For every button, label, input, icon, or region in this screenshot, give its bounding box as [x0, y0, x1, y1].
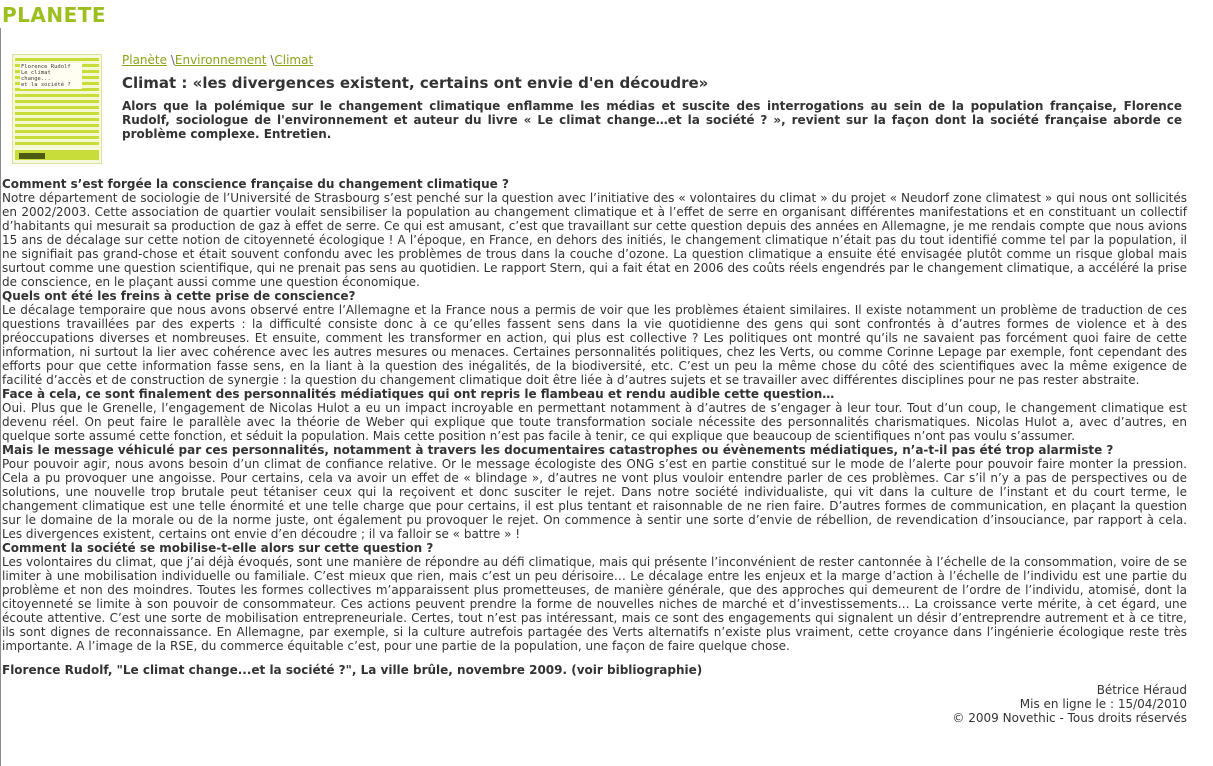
- question: Comment s’est forgée la conscience française du changement climatique ?: [2, 177, 509, 191]
- author-name: Bétrice Héraud: [1096, 683, 1187, 697]
- answer: Les volontaires du climat, que j’ai déjà évoqués, sont une manière de répondre au défi climatique, mais qui présente l’inconvénient de rester cantonnée à l’échelle de la consommation, voire de se limiter à une mobilisation individuelle ou familiale. C’est mieux que rien, mais c’est un peu dérisoire… Le décalage entre les enjeux et la marge d’action à l’échelle de l’individu est une partie du problème et non des moindres. Toutes les formes collectives m’apparaissent plus prometteuses, de manière générale, que des approches qui demeurent de l’ordre de l’individu, atomisé, dont la citoyenneté se limite à son pouvoir de consommateur. Ces actions peuvent prendre la forme de nouvelles niches de marché et d’investissements… La croissance verte mérite, à cet égard, une écoute attentive. C’est une sorte de mobilisation entrepreneuriale. Certes, tout n’est pas intéressant, mais ce sont des engagements qui signalent un désir d’entreprendre autrement et à ce titre, ils sont dignes de reconnaissance. En Allemagne, par exemple, si la culture autrefois partagée des Verts alternatifs n’existe plus vraiment, cette croyance dans l’ingénierie écologique reste très importante. A l’image de la RSE, du commerce équitable c’est, pour une partie de la population, une façon de faire quelque chose.: [2, 555, 1187, 653]
- breadcrumb-climat-link[interactable]: Climat: [274, 53, 314, 67]
- qa-block: [2, 177, 1187, 289]
- article-lead: Alors que la polémique sur le changement climatique enflamme les médias et suscite des interrogations au sein de la population française, Florence Rudolf, sociologue de l'environnement et auteur du livre « Le climat change…et la société ? », revient sur la façon dont la société française aborde ce problème complexe. Entretien.: [122, 99, 1182, 141]
- answer: Le décalage temporaire que nous avons observé entre l’Allemagne et la France nous a permis de voir que les problèmes étaient similaires. Il existe notamment un problème de traduction de ces questions travaillées par des experts : la difficulté consiste donc à ce qu’elles fassent sens dans la vie quotidienne des gens qui sont confrontés à d’autres formes de violence et à des préoccupations diverses et nombreuses. Et ensuite, comment les transformer en action, qui plus est collective ? Les politiques ont montré qu’ils ne savaient pas forcément quoi faire de cette information, ni surtout la lier avec cohérence avec les autres mesures ou menaces. Certaines personnalités politiques, chez les Verts, ou comme Corinne Lepage par exemple, font cependant des efforts pour que cette information fasse sens, en la liant à la question des inégalités, de la biodiversité, etc. C’est un peu la même chose du côté des scientifiques avec la même exigence de facilité d’accès et de construction de synergie : la question du changement climatique doit être liée à d’autres sujets et se travailler avec différentes disciplines pour ne pas rester abstraite.: [2, 303, 1187, 387]
- question: Comment la société se mobilise-t-elle alors sur cette question ?: [2, 541, 434, 555]
- article-body: [2, 177, 1187, 725]
- answer: Pour pouvoir agir, nous avons besoin d’un climat de confiance relative. Or le message écologiste des ONG s’est en partie constitué sur le mode de l’alerte pour pouvoir faire monter la pression. Cela a pu provoquer une angoisse. Pour certains, cela va avoir un effet de « blindage », d’autres ne vont plus vouloir entendre parler de ces problèmes. Car s’il n’y a pas de perspectives ou de solutions, une nouvelle trop brutale peut tétaniser ceux qui la reçoivent et donc susciter le rejet. Dans notre société individualiste, qui vit dans la culture de l’instant et du court terme, le changement climatique est une telle énormité et une telle charge que pour certains, il est plus tentant et raisonnable de ne rien faire. D’autres formes de communication, en plaçant la question sur le domaine de la morale ou de la norme juste, ont également pu provoquer le rejet. On commence à sentir une sorte d’envie de rébellion, de revendication d’insouciance, par rapport à cela. Les divergences existent, certains ont envie d’en découdre ; il va falloir se « battre » !: [2, 457, 1187, 541]
- answer: Oui. Plus que le Grenelle, l’engagement de Nicolas Hulot a eu un impact incroyable en permettant notamment à d’autres de s’engager à leur tour. Tout d’un coup, le changement climatique est devenu réel. On peut faire le parallèle avec la théorie de Weber qui explique que toute transformation sociale nécessite des personnalités charismatiques. Nicolas Hulot a, avec d’autres, en quelque sorte assumé cette fonction, et séduit la population. Mais cette position n’est pas facile à tenir, ce qui explique que beaucoup de scientifiques n’ont pas voulu s’assumer.: [2, 401, 1187, 443]
- header-text: [122, 52, 1182, 141]
- question: Mais le message véhiculé par ces personnalités, notamment à travers les documentaires catastrophes ou évènements médiatiques, n’a-t-il pas été trop alarmiste ?: [2, 443, 1114, 457]
- book-cover-image: [12, 54, 102, 164]
- answer: Notre département de sociologie de l’Université de Strasbourg s’est penché sur la question avec l’initiative des « volontaires du climat » du projet « Neudorf zone climatest » qui nous ont sollicités en 2002/2003. Cette association de quartier voulait sensibiliser la population au changement climatique et à l’effet de serre en organisant différentes manifestations et en constituant un collectif d’habitants qui mesurait sa production de gaz à effet de serre. Ce qui est amusant, c’est que travaillant sur cette question depuis des années en Allemagne, je me rendais compte que nous avions 15 ans de décalage sur cette notion de citoyenneté écologique ! A l’époque, en France, en dehors des initiés, le changement climatique n’était pas du tout identifié comme tel par la population, il ne signifiait pas grand-chose et était souvent confondu avec les problèmes de trous dans la couche d’ozone. La question climatique a ensuite été envisagée plutôt comme un risque global mais surtout comme une question scientifique, qui ne prenait pas sens au quotidien. Le rapport Stern, qui a fait état en 2006 des coûts réels engendrés par le changement climatique, a accéléré la prise de conscience, en le plaçant aussi comme une question économique.: [2, 191, 1187, 289]
- breadcrumb-environnement-link[interactable]: Environnement: [174, 53, 267, 67]
- copyright-notice: © 2009 Novethic - Tous droits réservés: [952, 711, 1187, 725]
- bibliography-reference[interactable]: Florence Rudolf, "Le climat change...et la société ?", La ville brûle, novembre 2009. (voir bibliographie): [2, 663, 703, 677]
- breadcrumb: [122, 52, 1182, 68]
- left-border: [0, 28, 1, 766]
- qa-block: [2, 289, 1187, 387]
- qa-block: [2, 443, 1187, 541]
- breadcrumb-separator: \: [170, 53, 175, 67]
- breadcrumb-planete-link[interactable]: Planète: [122, 53, 167, 67]
- qa-block: [2, 541, 1187, 653]
- site-title: PLANETE: [2, 3, 107, 27]
- article-headline: Climat : «les divergences existent, certains ont envie d'en découdre»: [122, 74, 709, 92]
- breadcrumb-separator: \: [270, 53, 275, 67]
- qa-block: [2, 387, 1187, 443]
- publisher-logo: [19, 153, 45, 159]
- question: Face à cela, ce sont finalement des personnalités médiatiques qui ont repris le flambeau et rendu audible cette question…: [2, 387, 835, 401]
- publish-date: Mis en ligne le : 15/04/2010: [1019, 697, 1187, 711]
- question: Quels ont été les freins à cette prise de conscience?: [2, 289, 356, 303]
- book-cover-text: Florence Rudolf Le climat change... et la société ?: [20, 63, 82, 89]
- article-footer: [2, 683, 1187, 725]
